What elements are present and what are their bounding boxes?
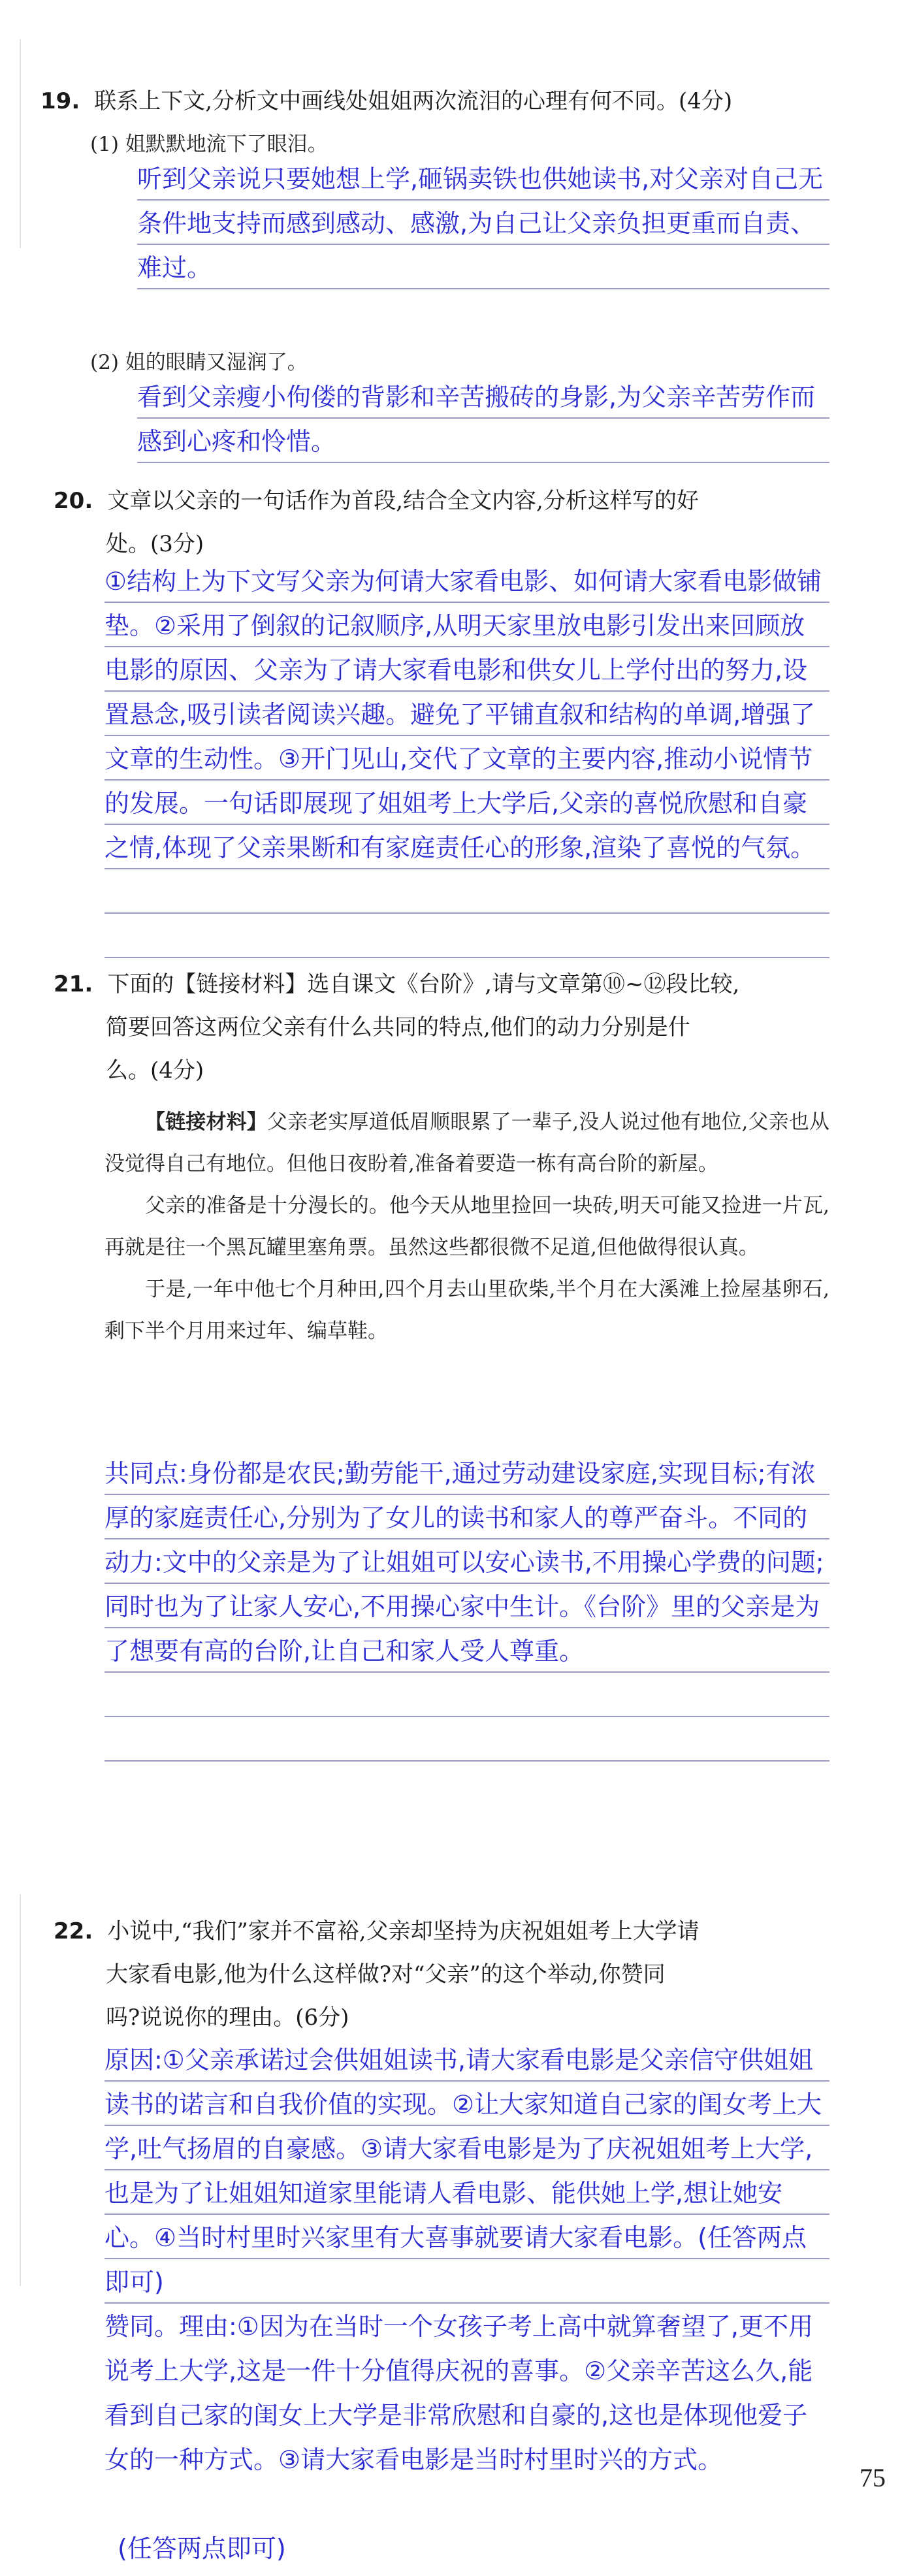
question-21-answer: 共同点:身份都是农民;勤劳能干,通过劳动建设家庭,实现目标;有浓厚的家庭责任心,分别为了女儿的读书和家人的尊严奋斗。不同的动力:文中的父亲是为了让姐姐可以安心读书,不用操心学费的问题;同时也为了让家人安心,不用操心家中生计。《台阶》里的父亲是为了想要有高的台阶,让自己和家人受人尊重。 (105, 1451, 829, 1762)
question-21-text-line-3: 么。(4分) (106, 1057, 204, 1084)
question-19-text: 联系上下文,分析文中画线处姐姐两次流泪的心理有何不同。(4分) (94, 88, 733, 114)
question-19-stem (40, 80, 732, 123)
page-number: 75 (860, 2463, 886, 2492)
question-19-answer-2: 看到父亲瘦小佝偻的背影和辛苦搬砖的身影,为父亲辛苦劳作而感到心疼和怜惜。 (137, 375, 829, 464)
question-21-stem (54, 963, 837, 1092)
question-20-answer: ①结构上为下文写父亲为何请大家看电影、如何请大家看电影做铺垫。②采用了倒叙的记叙顺序,从明天家里放电影引发出来回顾放电影的原因、父亲为了请大家看电影和供女儿上学付出的努力,设置悬念,吸引读者阅读兴趣。避免了平铺直叙和结构的单调,增强了文章的生动性。③开门见山,交代了文章的主要内容,推动小说情节的发展。一句话即展现了姐姐考上大学后,父亲的喜悦欣慰和自豪之情,体现了父亲果断和有家庭责任心的形象,渲染了喜悦的气氛。 (105, 559, 829, 959)
question-19-sub-1: (1) 姐默默地流下了眼泪。 (90, 133, 328, 156)
linked-material (105, 1101, 829, 1352)
margin-rule (20, 39, 21, 248)
question-22-text-line-3: 吗?说说你的理由。(6分) (106, 2004, 349, 2031)
question-19-answer-1: 听到父亲说只要她想上学,砸锅卖铁也供她读书,对父亲对自己无条件地支持而感到感动、感激,为自己让父亲负担更重而自责、难过。 (137, 157, 829, 290)
linked-material-paragraph-3: 于是,一年中他七个月种田,四个月去山里砍柴,半个月在大溪滩上捡屋基卵石,剩下半个月用来过年、编草鞋。 (105, 1278, 829, 1343)
question-20-number: 20. (54, 488, 93, 514)
question-22-answer-reason: 原因:①父亲承诺过会供姐姐读书,请大家看电影是父亲信守供姐姐读书的诺言和自我价值的实现。②让大家知道自己家的闺女考上大学,吐气扬眉的自豪感。③请大家看电影是为了庆祝姐姐考上大学,也是为了让姐姐知道家里能请人看电影、能供她上学,想让她安心。④当时村里时兴家里有大喜事就要请大家看电影。(任答两点即可) (105, 2038, 829, 2304)
linked-material-paragraph-2: 父亲的准备是十分漫长的。他今天从地里捡回一块砖,明天可能又捡进一片瓦,再就是往一个黑瓦罐里塞角票。虽然这些都很微不足道,但他做得很认真。 (105, 1194, 829, 1259)
question-19-number: 19. (40, 88, 80, 114)
question-21-text-line-1: 下面的【链接材料】选自课文《台阶》,请与文章第⑩~⑫段比较, (107, 971, 740, 997)
question-22-text-line-2: 大家看电影,他为什么这样做?对“父亲”的这个举动,你赞同 (106, 1961, 666, 1988)
question-22-number: 22. (54, 1918, 93, 1944)
question-22-text-line-1: 小说中,“我们”家并不富裕,父亲却坚持为庆祝姐姐考上大学请 (107, 1918, 700, 1944)
question-22-answer-opinion: 赞同。理由:①因为在当时一个女孩子考上高中就算奢望了,更不用说考上大学,这是一件十分值得庆祝的喜事。②父亲辛苦这么久,能看到自己家的闺女上大学是非常欣慰和自豪的,这也是体现他爱子女的一种方式。③请大家看电影是当时村里时兴的方式。 (105, 2312, 813, 2474)
question-22-stem (54, 1910, 850, 2039)
question-19-sub-2: (2) 姐的眼睛又湿润了。 (90, 351, 308, 374)
question-20-text-line-2: 处。(3分) (106, 531, 204, 557)
margin-rule (20, 1894, 21, 2286)
question-20-text-line-1: 文章以父亲的一句话作为首段,结合全文内容,分析这样写的好 (107, 488, 699, 514)
question-20-stem (54, 479, 837, 566)
question-21-text-line-2: 简要回答这两位父亲有什么共同的特点,他们的动力分别是什 (106, 1014, 690, 1040)
question-22-answer-note: (任答两点即可) (118, 2534, 286, 2563)
question-21-number: 21. (54, 971, 93, 997)
linked-material-paragraph-1: 父亲老实厚道低眉顺眼累了一辈子,没人说过他有地位,父亲也从没觉得自己有地位。但他日夜盼着,准备着要造一栋有高台阶的新屋。 (105, 1110, 829, 1176)
linked-material-tag: 【链接材料】 (145, 1110, 267, 1134)
